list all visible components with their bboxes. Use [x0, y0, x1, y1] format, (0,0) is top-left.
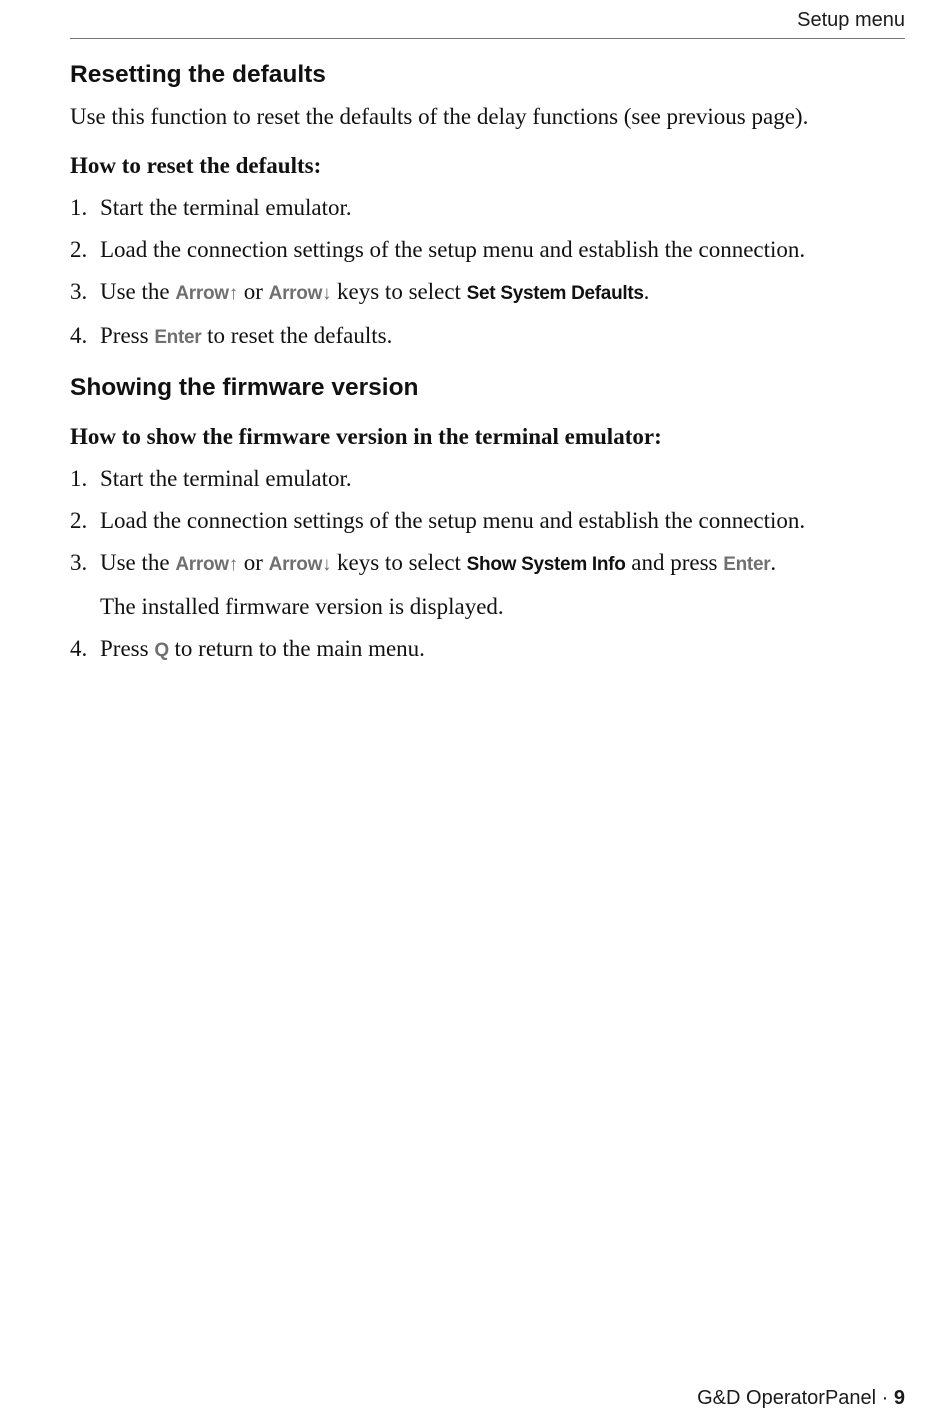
step-text: Start the terminal emulator.	[100, 466, 352, 491]
list-item	[70, 506, 905, 536]
list-item	[70, 634, 905, 666]
step-number: 4.	[70, 323, 88, 348]
step-text: Press	[100, 323, 155, 348]
step-text: .	[770, 550, 777, 575]
steps-list	[70, 193, 905, 353]
page-content	[70, 58, 905, 666]
key-arrow-down: Arrow↓	[268, 554, 332, 575]
step-text: Load the connection settings of the setup menu and establish the connection.	[100, 237, 806, 262]
step-number: 2.	[70, 237, 88, 262]
step-text: Load the connection settings of the setup menu and establish the connection.	[100, 508, 806, 533]
list-item	[70, 321, 905, 353]
footer-product-name: G&D OperatorPanel ·	[697, 1387, 894, 1409]
section-heading: Resetting the defaults	[70, 61, 326, 88]
section-resetting-defaults	[70, 58, 905, 353]
list-item	[70, 548, 905, 622]
key-enter: Enter	[723, 554, 771, 575]
list-item	[70, 464, 905, 494]
step-text: and press	[625, 550, 724, 575]
step-text: keys to select	[331, 279, 467, 304]
procedure-subheading: How to reset the defaults:	[70, 153, 322, 178]
page-footer	[697, 1387, 905, 1410]
key-arrow-up: Arrow↑	[175, 283, 238, 304]
step-number: 3.	[70, 279, 88, 304]
key-arrow-up: Arrow↑	[175, 554, 238, 575]
steps-list	[70, 464, 905, 666]
step-result-note: The installed firmware version is displayed.	[100, 594, 504, 619]
step-number: 4.	[70, 636, 88, 661]
key-enter: Enter	[154, 327, 202, 348]
step-text: Press	[100, 636, 155, 661]
step-text: to return to the main menu.	[168, 636, 425, 661]
running-header: Setup menu	[797, 9, 905, 31]
list-item	[70, 277, 905, 309]
step-text: or	[237, 550, 269, 575]
key-arrow-down: Arrow↓	[268, 283, 332, 304]
step-number: 1.	[70, 466, 88, 491]
step-text: to reset the defaults.	[201, 323, 393, 348]
section-firmware-version	[70, 371, 905, 666]
step-text: keys to select	[331, 550, 467, 575]
procedure-subheading: How to show the firmware version in the terminal emulator:	[70, 424, 662, 449]
step-number: 1.	[70, 195, 88, 220]
step-text: .	[643, 279, 650, 304]
step-number: 3.	[70, 550, 88, 575]
header-divider	[70, 38, 905, 39]
menu-item-name: Set System Defaults	[466, 283, 644, 304]
step-number: 2.	[70, 508, 88, 533]
section-heading: Showing the firmware version	[70, 374, 419, 401]
step-text: Use the	[100, 550, 176, 575]
menu-item-name: Show System Info	[466, 554, 626, 575]
key-q: Q	[154, 640, 169, 661]
step-text: Start the terminal emulator.	[100, 195, 352, 220]
intro-paragraph: Use this function to reset the defaults of the delay functions (see previous page).	[70, 104, 809, 129]
step-text: Use the	[100, 279, 176, 304]
list-item	[70, 235, 905, 265]
step-text: or	[237, 279, 269, 304]
list-item	[70, 193, 905, 223]
page-number: 9	[893, 1387, 905, 1409]
